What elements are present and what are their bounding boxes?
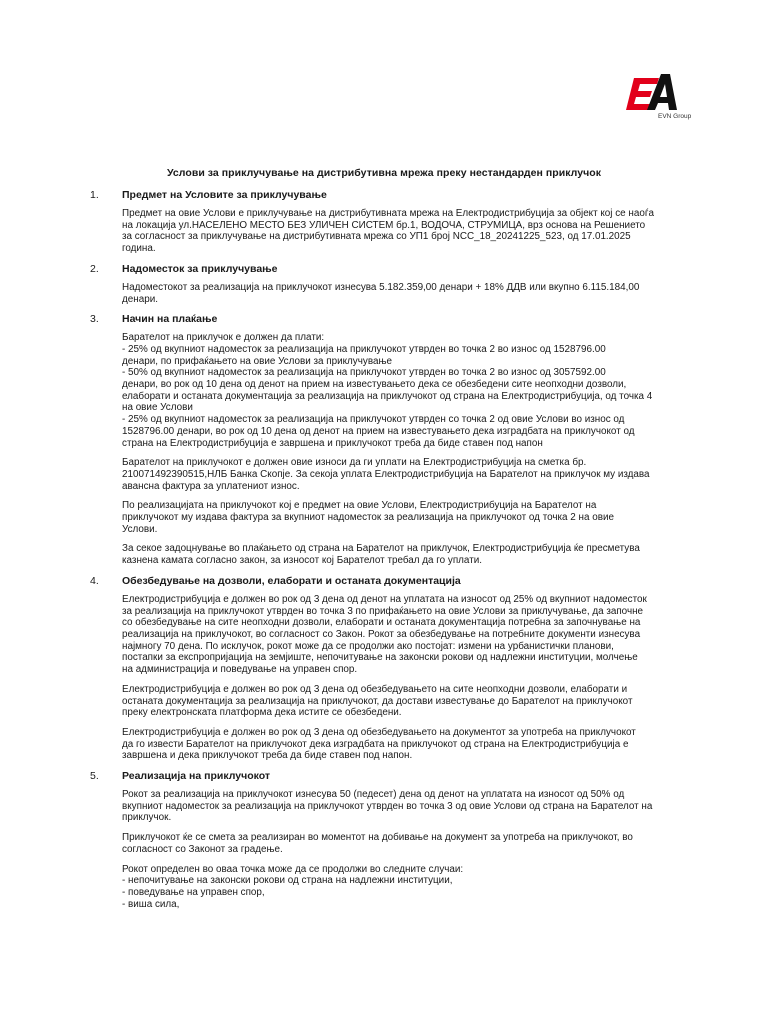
section-paragraph: Приклучокот ќе се смета за реализиран во моментот на добивање на документ за употреба на приклучокот, во согласност со Законот за градење.	[122, 832, 633, 855]
section-paragraph: Рокот за реализација на приклучокот изнесува 50 (педесет) дена од денот на уплатата на износот од 50% од вкупниот надоместок за реализација на приклучокот утврден во точка 3 од овие Услови од страна на Барателот на приклучок.	[122, 789, 653, 824]
section-paragraph: За секое задоцнување во плаќањето од страна на Барателот на приклучок, Електродистрибуција ќе пресметува казнена камата согласно закон, за износот кој Барателот требал да го уплати.	[122, 543, 640, 567]
section-title: Обезбедување на дозволи, елаборати и останата документација	[122, 574, 461, 587]
section-paragraph: Барателот на приклучокот е должен овие износи да ги уплати на Електродистрибуција на сметка бр. 210071492390515,НЛБ Банка Скопје. За секоја уплата Електродистрибуција на Барателот на приклучок му издава авансна фактура за уплатениот износ.	[122, 457, 650, 492]
section-paragraph: По реализацијата на приклучокот кој е предмет на овие Услови, Електродистрибуција на Барателот на приклучокот му издава фактура за вкупниот надоместок за реализација на приклучокот од точка 2 на овие Услови.	[122, 500, 614, 535]
document-title: Услови за приклучување на дистрибутивна мрежа преку нестандарден приклучок	[166, 167, 602, 179]
section-5	[90, 770, 720, 910]
section-paragraph: Електродистрибуција е должен во рок од 3 дена од обезбедувањето на сите неопходни дозволи, елаборати и останата документација за реализација на приклучокот, да достави известување до Барателот на приклучокот преку електронската платформа дека истите се обезбедени.	[122, 683, 633, 719]
section-number: 3.	[90, 313, 99, 326]
section-paragraph: Електродистрибуција е должен во рок од 3 дена од обезбедувањето на документот за употреба на приклучокот да го извести Барателот на приклучокот дека изградбата на приклучокот од страна на Електродистрибуција е завршена и дека приклучокот треба да биде ставен под напон.	[122, 726, 636, 762]
section-title: Начин на плаќање	[122, 313, 218, 326]
section-3	[90, 313, 720, 567]
section-title: Надоместок за приклучување	[122, 262, 278, 275]
document-body	[90, 189, 720, 918]
evn-logo-icon	[621, 70, 681, 114]
section-paragraph: Рокот определен во оваа точка може да се продолжи во следните случаи: - непочитување на законски рокови од страна на надлежни институции, - поведување на управен спор, - виша сила,	[122, 863, 464, 910]
section-title: Реализација на приклучокот	[122, 770, 271, 783]
section-number: 5.	[90, 770, 99, 783]
section-number: 4.	[90, 574, 99, 587]
section-paragraph: Надоместокот за реализација на приклучокот изнесува 5.182.359,00 денари + 18% ДДВ или вкупно 6.115.184,00 денари.	[122, 281, 640, 305]
section-number: 1.	[90, 189, 99, 201]
section-title: Предмет на Условите за приклучување	[122, 189, 327, 201]
evn-group-label: EVN Group	[658, 113, 692, 120]
section-2	[90, 263, 720, 305]
section-paragraph: Барателот на приклучок е должен да плати: - 25% од вкупниот надоместок за реализација на приклучокот утврден во точка 2 во износ од 1528796.00 денари, по прифаќањето на овие Услови за приклучување - 50% од вкупниот надоместок за реализација на приклучокот утврден во точка 2 во износ од 3057592.00 денари, во рок од 10 дена од денот на прием на известувањето дека се обезбедени сите неопходни дозволи, елаборати и останата документација за реализација на приклучокот од страна на Електродистрибуција, од точка 4 на овие Услови - 25% од вкупниот надоместок за реализација на приклучокот утврден со точка 2 од овие Услови во износ од 1528796.00 денари, во рок од 10 дена од денот на прием на известувањето дека изградбата на приклучокот од страна на Електродистрибуција е завршена и приклучокот треба да биде ставен под напон	[122, 332, 653, 449]
section-number: 2.	[90, 262, 99, 275]
section-paragraph: Електродистрибуција е должен во рок од 3 дена од денот на уплатата на износот од 25% од вкупниот надоместок за реализација на приклучокот утврден во точка 3 по прифаќањето на овие Услови за приклучување, да започне со обезбедување на сите неопходни дозволи, елаборати и останата документација потребна за започнување на реализација на приклучокот, во согласност со Закон. Рокот за обезбедување на потребните документи изнесува најмногу 70 дена. По исклучок, рокот може да се продолжи ако постојат: измени на урбанистички планови, постапки за експропријација на земјиште, непочитување на законски рокови од надлежни институции, молчење на администрација и поведување на управен спор.	[122, 593, 647, 676]
section-4	[90, 575, 720, 762]
section-paragraph: Предмет на овие Услови е приклучување на дистрибутивната мрежа на Електродистрибуција за објект кој се наоѓа на локација ул.НАСЕЛЕНО МЕСТО БЕЗ УЛИЧЕН СИСТЕМ бр.1, ВОДОЧА, СТРУМИЦА, врз основа на Решението за согласност за приклучување на дистрибутивната мрежа со УП1 број NCC_18_20241225_523, од 17.01.2025 година.	[122, 208, 654, 255]
section-1	[90, 189, 720, 255]
